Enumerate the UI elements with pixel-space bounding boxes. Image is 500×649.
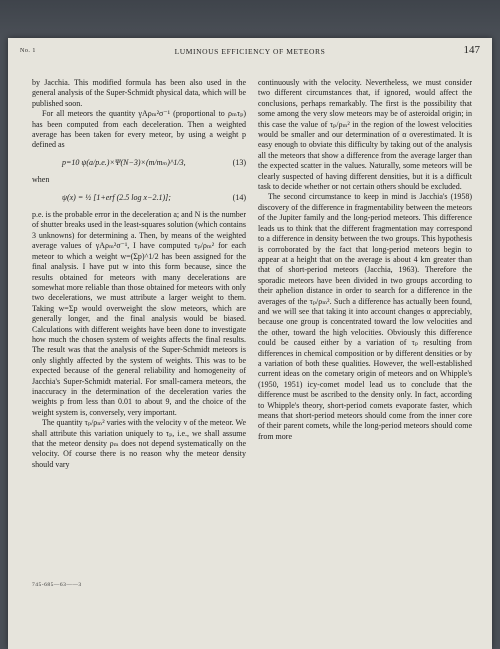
paragraph: p.e. is the probable error in the deceleration a; and N is the number of shutter breaks used in the least-squares solution (which contains 3 unknowns) for determining a. Then, by means of the weighted average values of γAρₘ²σ⁻¹, I have computed τₚ/ρₘ² for each meteor to which a weight w=(Σp)^1/2 has been assigned for the final analysis. I have put w into this form because, since the results obtained for meteors with many decelerations are somewhat more reliable than those obtained for meteors with only two decelerations, we must attribute a larger weight to them. Taking w=Σp would overweight the slow meteors, which are generally longer, and the final analysis would be biased. Calculations with different weights have been done to investigate how much the chosen system of weights affects the final results. The result was that the analysis of the Super-Schmidt meteors is only slightly affected by the system of weights. This was to be expected because of the general reliability and homogeneity of Jacchia's Super-Schmidt material. For small-camera meteors, the inaccuracy in the determination of the deceleration varies the weights p from less than 0.01 to about 9, and the choice of the weight system is, conversely, very important. — [32, 210, 246, 417]
equation-text: p=10 ψ(a/p.e.)×Ψ(N−3)×(m/mₘ)^1/3, — [62, 157, 186, 167]
paragraph: The quantity τₚ/ρₘ² varies with the velocity v of the meteor. We shall attribute this variation uniquely to τₚ, i.e., we shall assume that the meteor density ρₘ does not depend systematically on the velocity. Of course there is no reason why the meteor density should vary — [32, 418, 246, 469]
page-footer-code: 745-685—63——3 — [32, 582, 82, 588]
running-title: LUMINOUS EFFICIENCY OF METEORS — [174, 47, 326, 56]
equation-13 — [32, 158, 246, 168]
paragraph: For all meteors the quantity γAρₘ²σ⁻¹ (proportional to ρₘτₚ) has been computed from each deceleration. Then a weighted average has been taken for every meteor, by using a weight p defined as — [32, 109, 246, 150]
equation-number: (13) — [232, 157, 246, 167]
paragraph: The second circumstance to keep in mind is Jacchia's (1958) discovery of the difference in fragmentability between the meteors of the Jupiter family and the long-period meteors. This difference leads us to think that the different fragmentation may correspond to a difference in density between the two groups. This hypothesis is corroborated by the fact that long-period meteors begin to appear at a height that on the average is about 4 km greater than that of short-period meteors (Jacchia, 1963). Therefore the sporadic meteors have been divided in two groups according to their aphelion distance in order to search for a difference in the averages of the τₚ/ρₘ². Such a difference has actually been found, and we will see that taking it into account changes α appreciably, because one group is concentrated toward the low velocities and the other, toward the high velocities. Obviously this difference could be caused either by a variation of τₚ resulting from differences in chemical composition or by different densities or by a variation of both these qualities. However, the well-established current ideas on the cometary origin of meteors and on Whipple's (1950, 1951) icy-comet model lead us to conclude that the difference must be ascribed to the density only. In fact, according to Whipple's theory, short-period comets evaporate faster, which means that short-period meteors should come from the inner core of their parent comets, while the long-period meteors should come from more — [258, 192, 472, 441]
paragraph: when — [32, 175, 50, 185]
paragraph: by Jacchia. This modified formula has been also used in the general analysis of the Super-Schmidt physical data, which will be published soon. — [32, 78, 246, 108]
page-number: 147 — [463, 44, 480, 56]
issue-number: No. 1 — [20, 48, 36, 54]
page-header — [20, 44, 480, 64]
left-column — [32, 78, 246, 470]
equation-text: ψ(x) = ½ [1+erf (2.5 log x−2.1)]; — [62, 192, 171, 202]
right-column — [258, 78, 472, 442]
paragraph: continuously with the velocity. Nevertheless, we must consider two different circumstances that, if ignored, would affect the conclusions, perhaps remarkably. The first is the possibility that some among the very slow meteors may be of asteroidal origin; in this case the value of τₚ/ρₘ² in the region of the lowest velocities would be smaller and our determination of α overestimated. It is easy enough to obviate this difficulty by taking out of the analysis all the meteors that show a difference from the average larger than the expected scatter in the values. Naturally, some meteors will be clearly suspected of having different densities, but it is a difficult task to decide whether or not certain others should be excluded. — [258, 78, 472, 192]
viewer-top-bar — [0, 0, 500, 38]
equation-number: (14) — [232, 192, 246, 202]
equation-14 — [32, 193, 246, 203]
